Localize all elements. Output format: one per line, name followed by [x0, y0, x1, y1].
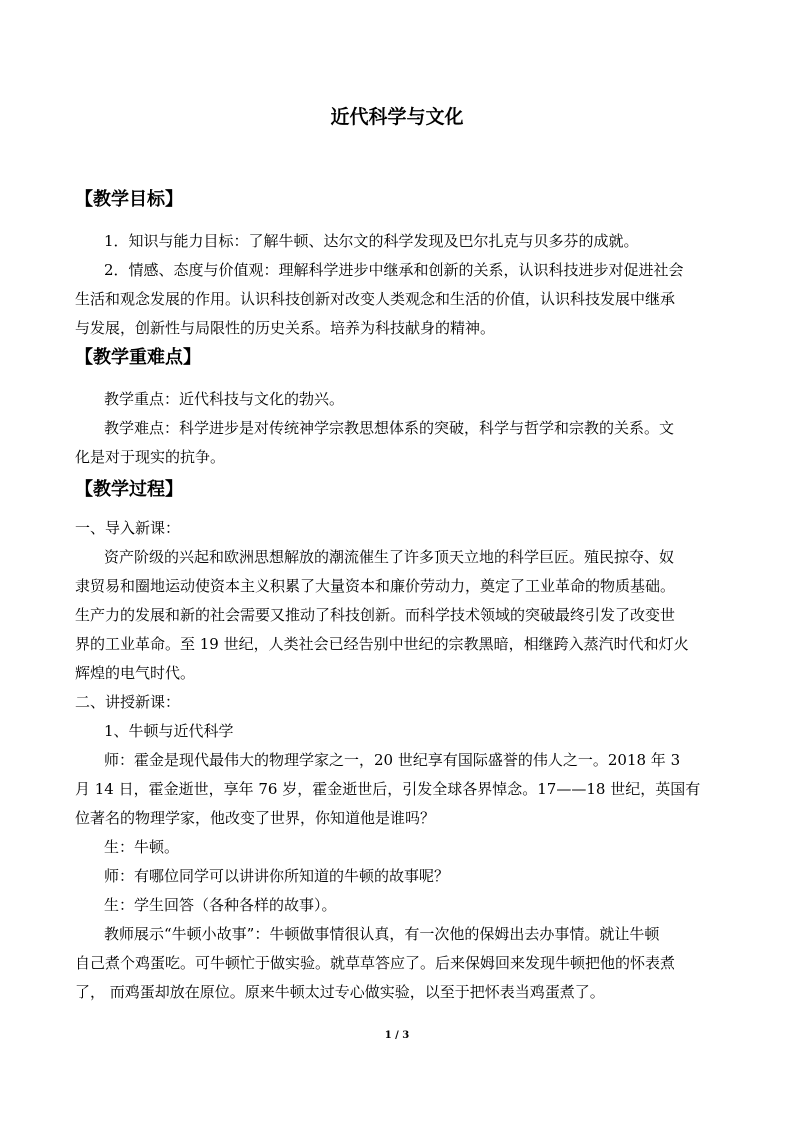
paragraph-line: 教学难点：科学进步是对传统神学宗教思想体系的突破，科学与哲学和宗教的关系。文 [104, 419, 675, 437]
paragraph-line: 生：学生回答（各种各样的故事）。 [104, 896, 337, 914]
section-heading-process: 【教学过程】 [75, 479, 183, 500]
paragraph-line: 界的工业革命。至 19 世纪，人类社会已经告别中世纪的宗教黑暗，相继跨入蒸汽时代和灯火 [75, 635, 689, 653]
paragraph-line: 化是对于现实的抗争。 [75, 448, 226, 466]
section-heading-objectives: 【教学目标】 [75, 189, 183, 210]
page-number: 1 / 3 [384, 1030, 410, 1041]
paragraph-line: 了， 而鸡蛋却放在原位。原来牛顿太过专心做实验，以至于把怀表当鸡蛋煮了。 [75, 983, 605, 1001]
paragraph-line: 与发展，创新性与局限性的历史关系。培养为科技献身的精神。 [75, 319, 496, 337]
paragraph-line: 二、讲授新课： [75, 693, 181, 711]
page-title: 近代科学与文化 [330, 106, 464, 128]
paragraph-line: 教学重点：近代科技与文化的勃兴。 [104, 390, 345, 408]
paragraph-line: 隶贸易和圈地运动使资本主义积累了大量资本和廉价劳动力，奠定了工业革命的物质基础。 [75, 577, 676, 595]
paragraph-line: 位著名的物理学家，他改变了世界，你知道他是谁吗？ [75, 809, 436, 827]
paragraph-line: 辉煌的电气时代。 [75, 664, 196, 682]
paragraph-line: 教师展示“牛顿小故事”：牛顿做事情很认真，有一次他的保姆出去办事情。就让牛顿 [104, 925, 660, 943]
paragraph-line: 生产力的发展和新的社会需要又推动了科技创新。而科学技术领域的突破最终引发了改变世 [75, 606, 676, 624]
paragraph-line: 一、导入新课： [75, 519, 181, 537]
paragraph-line: 月 14 日，霍金逝世，享年 76 岁，霍金逝世后，引发全球各界悼念。17——18 世纪，英国有 [75, 780, 701, 798]
paragraph-line: 资产阶级的兴起和欧洲思想解放的潮流催生了许多顶天立地的科学巨匠。殖民掠夺、奴 [104, 548, 675, 566]
paragraph-line: 1、牛顿与近代科学 [104, 722, 234, 740]
paragraph-line: 师：有哪位同学可以讲讲你所知道的牛顿的故事呢？ [104, 867, 450, 885]
paragraph-line: 生：牛顿。 [104, 838, 180, 856]
paragraph-line: 师：霍金是现代最伟大的物理学家之一，20 世纪享有国际盛誉的伟人之一。2018 年 3 [104, 751, 681, 769]
section-heading-key-points: 【教学重难点】 [75, 347, 201, 368]
paragraph-line: 2．情感、态度与价值观：理解科学进步中继承和创新的关系，认识科技进步对促进社会 [104, 261, 684, 279]
paragraph-line: 自己煮个鸡蛋吃。可牛顿忙于做实验。就草草答应了。后来保姆回来发现牛顿把他的怀表煮 [75, 954, 676, 972]
paragraph-line: 生活和观念发展的作用。认识科技创新对改变人类观念和生活的价值，认识科技发展中继承 [75, 290, 676, 308]
paragraph-line: 1．知识与能力目标：了解牛顿、达尔文的科学发现及巴尔扎克与贝多芬的成就。 [104, 232, 639, 250]
